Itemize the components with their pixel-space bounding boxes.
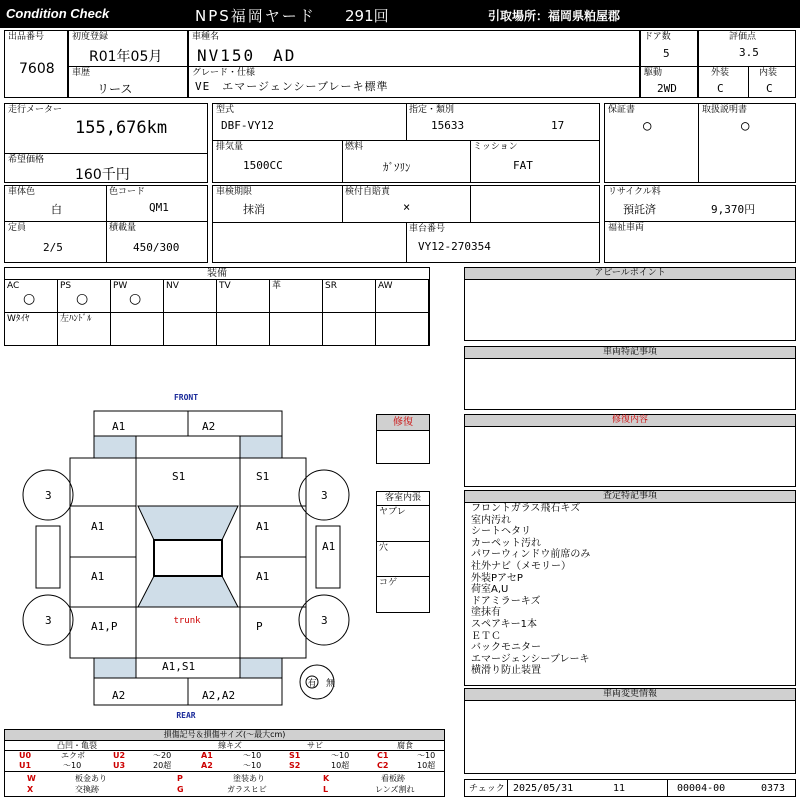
inspector-line: 室内汚れ <box>471 514 511 526</box>
insurance-value: × <box>403 200 411 214</box>
rear-left-quarter <box>94 658 136 678</box>
documents-cell <box>604 103 796 183</box>
legend-u1: U1 <box>19 761 32 770</box>
repair-box <box>376 414 430 464</box>
chassis-label: 車台番号 <box>409 224 446 234</box>
legend-x: X <box>27 785 34 794</box>
equipment-cell <box>5 280 58 313</box>
mark-a1-right-1: A1 <box>256 520 270 533</box>
mark-s1-right: S1 <box>256 470 270 483</box>
repair-detail-title: 修復内容 <box>465 415 795 427</box>
equipment-label: TV <box>219 281 231 291</box>
condition-check-title: Condition Check <box>6 6 110 21</box>
special-title: 車両特記事項 <box>465 347 795 359</box>
score-label: 評価点 <box>729 32 757 42</box>
inspector-line: パワーウィンドウ前席のみ <box>471 549 591 561</box>
legend-c2: C2 <box>377 761 389 770</box>
mark-s1-left: S1 <box>172 470 186 483</box>
lot-number: 7608 <box>19 61 55 77</box>
history-label: 車歴 <box>72 68 91 78</box>
legend-w-desc: 板金あり <box>75 774 107 783</box>
legend-c1-desc: 〜10 <box>417 751 436 760</box>
warranty-value: ○ <box>643 118 652 134</box>
repair-title: 修復 <box>377 415 429 431</box>
legend-a2-desc: 〜10 <box>243 761 262 770</box>
fuel-value: ｶﾞｿﾘﾝ <box>383 161 411 174</box>
spare-no: 無 <box>326 679 336 689</box>
mark-p-right: P <box>256 620 263 633</box>
score-value: 3.5 <box>739 46 759 59</box>
header-bar <box>0 0 800 28</box>
special-panel <box>464 346 796 410</box>
odometer-value: 155,676km <box>75 118 168 138</box>
stain-row-tear: ヤブレ <box>379 507 406 517</box>
equipment-cell <box>323 280 376 313</box>
color-label: 車体色 <box>8 187 36 197</box>
front-left-quarter <box>94 436 136 458</box>
legend-p: P <box>177 774 183 783</box>
mark-tire-fr: 3 <box>321 489 328 502</box>
appeal-title: アピールポイント <box>465 268 795 280</box>
color-code-value: QM1 <box>149 201 169 214</box>
equipment-cell-empty <box>270 313 323 346</box>
legend-g-desc: ガラスヒビ <box>227 785 267 794</box>
windshield <box>138 506 238 540</box>
type-value: DBF-VY12 <box>221 119 274 132</box>
inspection-label: 車検期限 <box>216 187 253 197</box>
equipment-label: SR <box>325 281 337 291</box>
legend-u3: U3 <box>113 761 126 770</box>
inspector-line: バックモニター <box>471 642 541 654</box>
legend-group-corrosion: 腐食 <box>397 741 413 750</box>
equipment-label: PW <box>113 281 128 291</box>
legend-s2-desc: 10超 <box>331 761 350 770</box>
legend-c1: C1 <box>377 751 389 760</box>
capacity-value: 2/5 <box>43 241 63 254</box>
inspector-line: フロントガラス飛石キズ <box>471 503 581 514</box>
inspector-title: 査定特記事項 <box>465 491 795 503</box>
inspection-value: 抹消 <box>243 203 265 216</box>
equipment-label: PS <box>60 281 72 291</box>
body-cell <box>4 185 208 263</box>
mark-a2a2-rear: A2,A2 <box>202 689 236 702</box>
equipment-label: Wﾀｲﾔ <box>7 314 30 324</box>
spec-cell <box>212 103 600 183</box>
inspector-line: ＥＴＣ <box>471 630 501 642</box>
mark-a1-left-2: A1 <box>91 570 105 583</box>
lot-label: 出品番号 <box>8 32 45 42</box>
stain-row-burn: コゲ <box>379 578 398 588</box>
rear-label: REAR <box>176 711 196 720</box>
grade-value: VE エマージェンシーブレーキ標準 <box>195 80 389 93</box>
equipment-cell <box>58 313 111 346</box>
equipment-cell-empty <box>111 313 164 346</box>
recycle-status: 預託済 <box>623 203 656 216</box>
category-value: 17 <box>551 119 565 132</box>
front-right-quarter <box>240 436 282 458</box>
inspector-line: カーペット汚れ <box>471 537 541 549</box>
front-label: FRONT <box>173 393 199 402</box>
welfare-label: 福祉車両 <box>608 223 645 233</box>
equipment-cell <box>111 280 164 313</box>
equipment-label: AC <box>7 281 20 291</box>
equipment-cell-empty <box>217 313 270 346</box>
inspector-line: 荷室A,U <box>471 584 509 596</box>
mark-a1-front: A1 <box>112 420 126 433</box>
legend-title: 損傷記号＆損傷サイズ(〜最大cm) <box>5 730 444 741</box>
manual-label: 取扱説明書 <box>702 105 748 115</box>
legend-k: K <box>323 774 330 783</box>
inspector-lines <box>471 503 791 677</box>
doors-label: ドア数 <box>644 32 671 42</box>
mark-a1-right-2: A1 <box>256 570 270 583</box>
model-value: NV150 AD <box>197 46 297 65</box>
inspector-line: ドアミラーキズ <box>471 595 541 607</box>
equipment-grid <box>5 280 429 345</box>
equipment-title: 装備 <box>5 268 429 280</box>
insurance-label: 検付自賠責 <box>345 187 391 197</box>
equipment-cell-empty <box>323 313 376 346</box>
mark-tire-rr: 3 <box>321 614 328 627</box>
interior-stain-title: 客室内張 <box>377 492 429 506</box>
inspector-line: 横滑り防止装置 <box>471 665 541 677</box>
drive-label: 駆動 <box>644 68 663 78</box>
score-cell <box>698 30 796 98</box>
equipment-label: NV <box>166 281 179 291</box>
mark-a2-front: A2 <box>202 420 216 433</box>
mark-a2-rear: A2 <box>112 689 126 702</box>
rear-window <box>138 576 238 607</box>
first-reg-cell <box>68 30 188 98</box>
footer-bar <box>464 779 796 797</box>
legend-group-rust: サビ <box>307 741 323 750</box>
check-code: 00004-00 <box>677 783 726 794</box>
color-value: 白 <box>51 203 62 216</box>
interior-value: C <box>766 82 773 95</box>
model-label: 車種名 <box>192 32 220 42</box>
first-reg-label: 初度登録 <box>72 32 109 42</box>
legend-l: L <box>323 785 329 794</box>
equipment-label: 左ﾊﾝﾄﾞﾙ <box>60 314 92 324</box>
legend-l-desc: レンズ割れ <box>375 785 415 794</box>
check-label: チェック <box>469 784 505 794</box>
color-code-label: 色コード <box>109 187 146 197</box>
equipment-cell <box>5 313 58 346</box>
equipment-label: 革 <box>272 281 282 291</box>
legend-c2-desc: 10超 <box>417 761 436 770</box>
rear-right-quarter <box>240 658 282 678</box>
recycle-fee: 9,370円 <box>711 203 756 216</box>
equipment-cell-empty <box>164 313 217 346</box>
equipment-label: AW <box>378 281 393 291</box>
roof <box>154 540 222 576</box>
legend-k-desc: 看板跡 <box>381 774 405 783</box>
grade-label: グレード・仕様 <box>192 68 256 78</box>
appeal-panel <box>464 267 796 341</box>
car-diagram <box>0 385 376 725</box>
legend-u3-desc: 20超 <box>153 761 172 770</box>
load-label: 積載量 <box>109 223 137 233</box>
trunk-label: trunk <box>173 616 201 626</box>
equipment-cell <box>270 280 323 313</box>
equipment-mark: ○ <box>129 291 142 307</box>
inspector-line: スペアキー1本 <box>471 618 537 630</box>
check-date: 2025/05/31 <box>513 783 574 794</box>
equipment-cell <box>58 280 111 313</box>
legend-a2: A2 <box>201 761 213 770</box>
check-code2: 0373 <box>761 783 786 794</box>
mission-value: FAT <box>513 159 533 172</box>
price-value: 160千円 <box>75 167 130 183</box>
legend-p-desc: 塗装あり <box>233 774 265 783</box>
repair-detail-panel <box>464 414 796 487</box>
load-value: 450/300 <box>133 241 180 254</box>
chassis-value: VY12-270354 <box>418 240 491 253</box>
recycle-cell <box>604 185 796 263</box>
inspector-line: 塗抹有 <box>471 607 501 619</box>
right-mirror <box>316 526 340 588</box>
check-number: 11 <box>613 783 626 794</box>
capacity-label: 定員 <box>8 223 27 233</box>
mark-a1p-left: A1,P <box>91 620 118 633</box>
designation-value: 15633 <box>431 119 465 132</box>
manual-value: ○ <box>741 118 750 134</box>
legend-u2: U2 <box>113 751 126 760</box>
legend-s1: S1 <box>289 751 301 760</box>
mark-a1-left-1: A1 <box>91 520 105 533</box>
interior-label: 内装 <box>759 68 778 78</box>
inspector-line: エマージェンシーブレーキ <box>471 653 590 665</box>
equipment-cell <box>164 280 217 313</box>
inspector-line: シートヘタリ <box>471 526 531 538</box>
equipment-cell <box>376 280 429 313</box>
legend-panel <box>4 729 445 797</box>
mark-a1-right-mirror: A1 <box>322 540 336 553</box>
exterior-value: C <box>717 82 724 95</box>
model-cell <box>188 30 640 98</box>
equipment-cell-empty <box>376 313 429 346</box>
odometer-price-cell <box>4 103 208 183</box>
equipment-mark: ○ <box>76 291 89 307</box>
displacement-value: 1500CC <box>243 159 283 172</box>
mark-tire-rl: 3 <box>45 614 52 627</box>
legend-g: G <box>177 785 184 794</box>
change-panel <box>464 688 796 774</box>
legend-u0: U0 <box>19 751 32 760</box>
exterior-label: 外装 <box>711 68 730 78</box>
change-title: 車両変更情報 <box>465 689 795 701</box>
interior-stain-box <box>376 491 430 613</box>
mission-label: ミッション <box>473 142 518 152</box>
fuel-label: 燃料 <box>345 142 364 152</box>
displacement-label: 排気量 <box>216 142 244 152</box>
warranty-label: 保証書 <box>608 105 636 115</box>
legend-w: W <box>27 774 36 783</box>
legend-u1-desc: 〜10 <box>63 761 82 770</box>
legend-u2-desc: 〜20 <box>153 751 172 760</box>
doors-value: 5 <box>663 47 670 60</box>
inspection-cell <box>212 185 600 263</box>
designation-label: 指定・類別 <box>409 105 455 115</box>
mark-tire-fl: 3 <box>45 489 52 502</box>
inspector-line: 外装PアセP <box>471 572 523 584</box>
legend-s1-desc: 〜10 <box>331 751 350 760</box>
inspector-panel <box>464 490 796 686</box>
legend-a1-desc: 〜10 <box>243 751 262 760</box>
type-label: 型式 <box>216 105 235 115</box>
recycle-label: リサイクル料 <box>608 187 661 197</box>
mark-a1s1-rear: A1,S1 <box>162 660 196 673</box>
yard-name: NPS福岡ヤード <box>195 7 316 25</box>
lot-cell <box>4 30 68 98</box>
legend-group-dent: 凸凹・亀裂 <box>57 741 97 750</box>
equipment-panel <box>4 267 430 346</box>
legend-a1: A1 <box>201 751 213 760</box>
legend-x-desc: 交換跡 <box>75 785 99 794</box>
legend-s2: S2 <box>289 761 301 770</box>
legend-u0-desc: エクボ <box>61 751 85 760</box>
drive-value: 2WD <box>657 82 677 95</box>
equipment-cell <box>217 280 270 313</box>
pickup-location: 引取場所：福岡県粕屋郡 <box>488 9 621 23</box>
left-mirror <box>36 526 60 588</box>
spare-yes: 有 <box>307 679 317 689</box>
odometer-label: 走行メーター <box>8 105 63 115</box>
inspector-line: 社外ナビ（メモリー） <box>471 560 571 572</box>
equipment-mark: ○ <box>23 291 36 307</box>
doors-drive-cell <box>640 30 698 98</box>
history-value: リース <box>97 82 133 96</box>
price-label: 希望価格 <box>8 155 45 165</box>
stain-row-hole: 穴 <box>379 543 389 553</box>
auction-round: 291回 <box>345 7 389 25</box>
legend-group-scratch: 線キズ <box>218 741 242 750</box>
first-reg-value: R01年05月 <box>89 49 163 65</box>
